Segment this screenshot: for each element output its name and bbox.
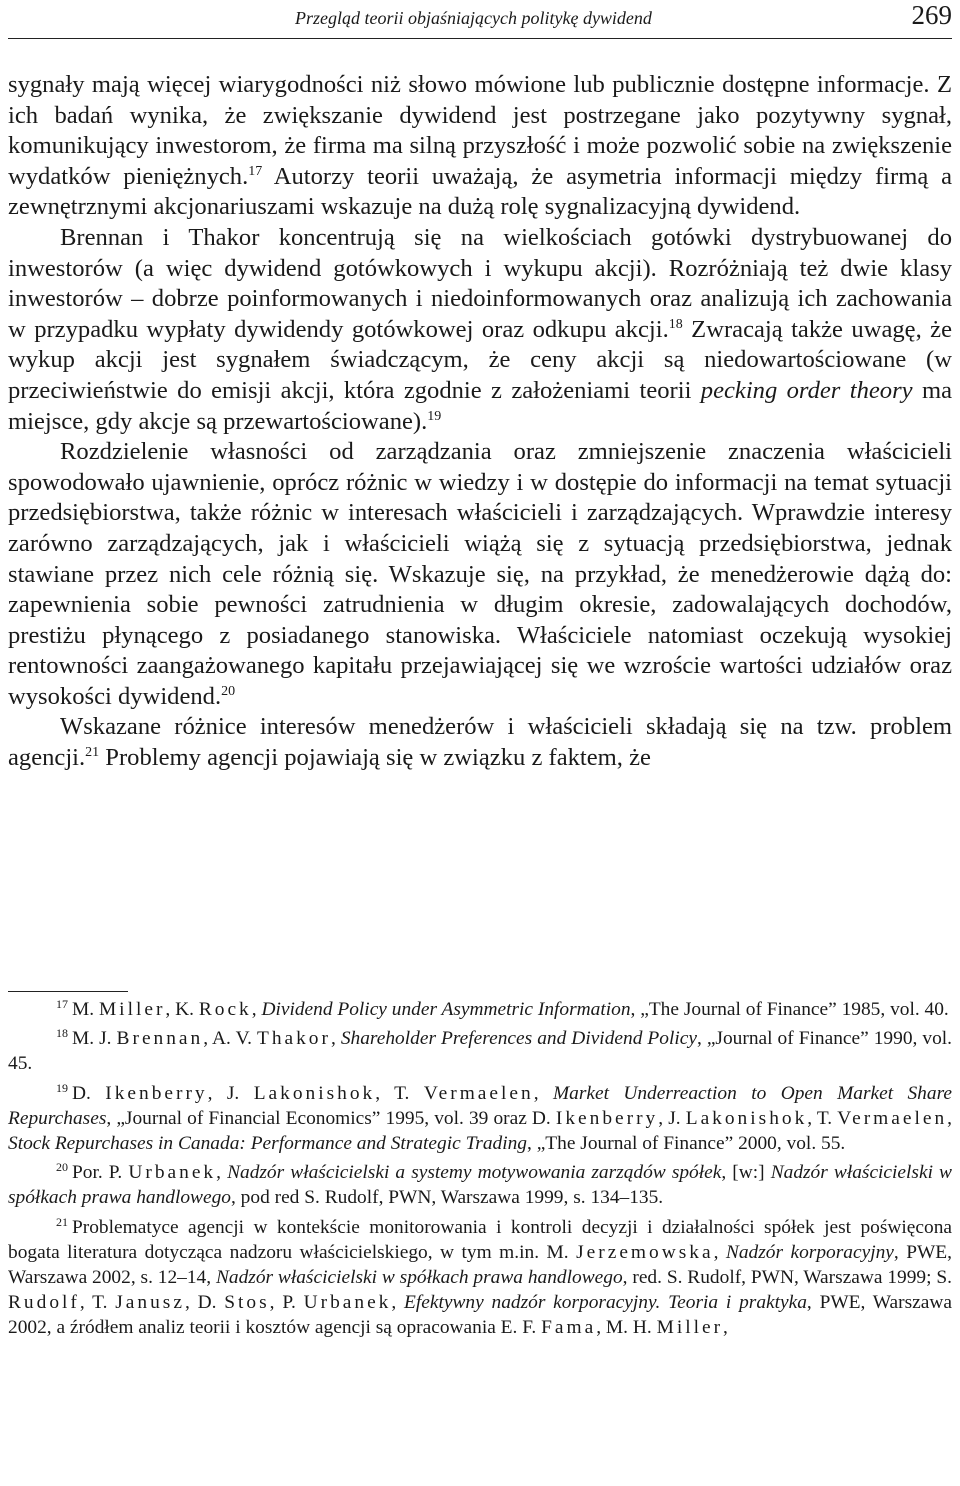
footnote-19 [8,1081,952,1157]
text-span: , „Journal of Financial Economics” 1995, vol. 39 oraz D. [106,1107,556,1129]
text-span: Brennan i Thakor koncentrują się na wielkościach gotówki dystrybuowanej do inwestorów (a więc dywidend gotówkowych i wykupu akcji). Rozróżniają też dwie klasy inwestorów – dobrze poinformowanych i niedoinformowanych oraz analizują ich zachowania w przypadku wypłaty dywidendy gotówkowej oraz odkupu akcji. [8,223,952,343]
footnote-20 [8,1160,952,1210]
text-span: Lakonishok [253,1082,376,1104]
text-span: Rozdzielenie własności od zarządzania oraz zmniejszenie znaczenia właścicieli spowodowało ujawnienie, oprócz różnic w wiedzy i w dostępie do informacji na temat sytuacji przedsiębiorstwa, także różnic w interesach właścicieli i zarządzających. Wprawdzie interesy zarówno zarządzających, jak i właścicieli wiążą się z sytuacją przedsiębiorstwa, jednak stawiane przez nich cele różnią się. Wskazuje się, na przykład, że menedżerowie dążą do: zapewnienia sobie pewności zatrudnienia w długim okresie, zadowalających dochodów, prestiżu płynącego z posiadanego stanowiska. Właściciele natomiast oczekują wysokiej rentowności zaangażowanego kapitału przejawiającej się we wzroście wartości udziałów oraz wysokości dywidend. [8,438,952,710]
text-span: Wskazane różnice interesów menedżerów i właścicieli składają się na tzw. problem agencji. [8,713,952,772]
text-span: Ikenberry [555,1107,659,1129]
text-span: , A. V. [203,1028,257,1050]
text-span: Miller [656,1317,724,1339]
paragraph-1 [8,70,952,223]
text-span: , PWE, Warszawa 2002, s. 12–14, [8,1241,953,1289]
text-span: , [216,1162,228,1184]
text-span: Stock Repurchases in Canada: Performance and Strategic Trading [8,1133,527,1155]
text-span: , [330,1028,341,1050]
footnote-ref-18: 18 [668,316,683,332]
text-span: Dividend Policy under Asymmetric Information [261,999,631,1020]
main-text [8,70,952,774]
text-span: , „The Journal of Finance” 1985, vol. 40. [630,999,949,1020]
text-span: Urbanek [303,1292,392,1314]
text-span: , T. [375,1082,424,1104]
text-span: Lakonishok [685,1107,808,1129]
text-span: , [w:] [721,1162,771,1184]
text-span: Miller [98,999,166,1020]
text-span: , [723,1317,728,1339]
footnote-21 [8,1215,952,1341]
text-span: Urbanek [128,1162,217,1184]
footnote-ref-21: 21 [85,745,100,761]
text-span: Nadzór korporacyjny [725,1241,894,1263]
text-span: , [713,1241,726,1263]
text-span: Stos [224,1292,270,1314]
paragraph-2 [8,223,952,437]
text-span: Ikenberry [105,1082,208,1104]
text-span: Problematyce agencji w kontekście monitorowania i kontroli decyzji i działalności spółek jest poświęcona bogata literatura dotycząca nadzoru właścicielskiego, w tym m.in. M. [8,1216,952,1263]
text-span: Nadzór właścicielski w spółkach prawa handlowego [215,1267,623,1289]
text-span: Vermaelen [423,1082,534,1104]
text-span: sygnały mają więcej wiarygodności niż słowo mówione lub publicznie dostępne informacje. Z ich badań wynika, że zwiększanie dywidend jest postrzegane jako pozytywny sygnał, komunikujący inwestorom, że firma ma silną przyszłość i może pozwolić sobie na zwiększenie wydatków pieniężnych. [8,71,952,190]
text-span: , [947,1107,953,1129]
text-span: , M. H. [596,1317,657,1339]
text-span: Vermaelen [837,1107,948,1129]
text-span: D. [72,1082,106,1104]
text-span: Shareholder Preferences and Dividend Policy [340,1028,697,1050]
text-span: , „Journal of Finance” 1990, vol. 45. [8,1028,953,1075]
text-span: , T. [79,1292,116,1314]
text-span: , [391,1292,405,1314]
page-header [8,0,952,39]
text-span: ma miejsce, gdy akcje są przewartościowane). [8,376,953,435]
text-span: 18 [56,1026,68,1041]
text-span: Efektywny nadzór korporacyjny. Teoria i praktyka [404,1292,807,1314]
text-span: Zwracają także uwagę, że wykup akcji jest sygnałem świadczącym, że ceny akcji są niedowartościowane (w przeciwieństwie do emisji akcji, która zgodnie z założeniami teorii [8,315,952,404]
footnote-separator [8,991,128,992]
footnote-ref-20: 20 [221,683,236,699]
text-span: Autorzy teorii uważają, że asymetria informacji między firmą a zewnętrznymi akcjonariuszami wskazuje na dużą rolę sygnalizacyjną dywidend. [8,162,952,221]
text-span: , P. [269,1292,304,1314]
text-span: Nadzór właścicielski a systemy motywowania zarządów spółek [227,1162,722,1184]
text-span: , K. [165,999,199,1020]
text-span: 17 [56,997,68,1011]
text-span: Fama [541,1317,597,1339]
paragraph-3 [8,437,952,712]
footnote-ref-17: 17 [248,163,263,179]
running-title: Przegląd teorii objaśniających politykę dywidend [295,8,652,28]
paragraph-4 [8,712,952,773]
text-span: , J. [207,1082,254,1104]
footnote-ref-19: 19 [427,408,442,424]
text-span: Nadzór właścicielski w spółkach prawa handlowego [8,1162,952,1209]
text-span: Problemy agencji pojawiają się w związku z faktem, że [99,744,651,772]
text-span: , red. S. Rudolf, PWN, Warszawa 1999; S. [622,1267,953,1289]
text-span: , PWE, Warszawa 2002, a źródłem analiz teorii i kosztów agencji są opracowania E. F. [8,1292,952,1339]
text-span: Thakor [256,1028,331,1050]
text-span: , [533,1082,553,1104]
text-span: Por. P. [72,1162,129,1184]
text-span: , D. [184,1292,225,1314]
text-span: Rock [198,999,252,1020]
text-span: Brennan [116,1028,204,1050]
text-span: Rudolf [8,1292,80,1314]
text-span: , [251,999,262,1020]
footnote-18 [8,1026,952,1076]
text-span: , pod red S. Rudolf, PWN, Warszawa 1999, s. 134–135. [230,1187,664,1209]
text-span: M. J. [72,1028,117,1050]
text-span: Janusz [115,1292,185,1314]
text-span: , „The Journal of Finance” 2000, vol. 55. [527,1133,846,1155]
page-number: 269 [911,0,952,30]
text-span: Jerzemowska [576,1241,714,1263]
text-span: , J. [658,1107,686,1129]
text-span: 21 [56,1214,68,1229]
text-span: pecking order theory [700,376,913,404]
footnotes [8,997,952,1345]
text-span: 20 [56,1160,68,1175]
text-span: 19 [56,1080,68,1095]
text-span: M. [72,999,99,1020]
text-span: , T. [807,1107,838,1129]
text-span: Market Underreaction to Open Market Share Repurchases [8,1082,953,1129]
footnote-17 [8,997,952,1022]
